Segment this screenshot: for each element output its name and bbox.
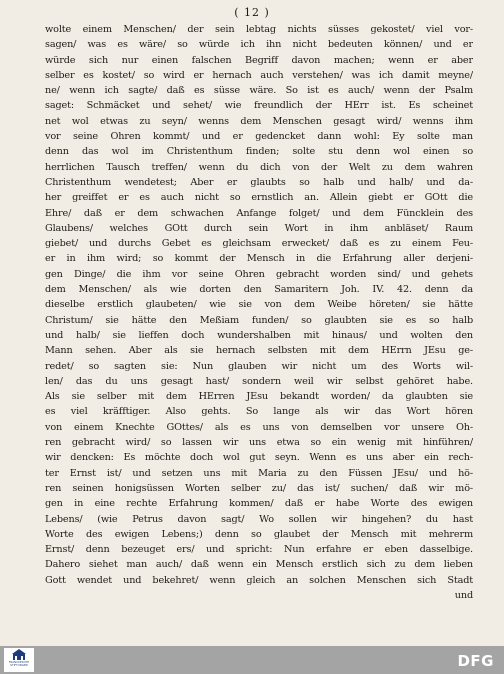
text-line: Mann sehen. Aber als sie hernach selbsten mit dem HErrn JEsu ge- (45, 345, 473, 357)
viewer-footer-bar (0, 646, 504, 674)
text-line: her greiffet er es auch nicht so ernstlich an. Allein giebt er GOtt die (45, 192, 473, 204)
text-line: dieselbe erstlich glaubeten/ wie sie von dem Weibe höreten/ sie hätte (45, 299, 473, 311)
logo-line-1: FRANCKESCHE (8, 661, 30, 664)
text-line: Lebens/ (wie Petrus davon sagt/ Wo sollen wir hingehen? du hast (45, 513, 473, 525)
text-line: Christenthum wendetest; Aber er glaubts so halb und halb/ und da- (45, 176, 473, 188)
text-line: Dahero siehet man auch/ daß wenn ein Mensch erstlich sich zu dem lieben (45, 559, 473, 571)
text-line: gen in eine rechte Erfahrung kommen/ daß er habe Worte des ewigen (45, 498, 473, 510)
page-number: ( 12 ) (234, 6, 270, 19)
text-line: gen Dinge/ die ihm vor seine Ohren gebracht worden sind/ und gehets (45, 268, 473, 280)
dfg-logo: DFG (457, 652, 494, 670)
text-line: saget: Schmäcket und sehet/ wie freundlich der HErr ist. Es scheinet (45, 100, 473, 112)
text-line: ren gebracht wird/ so lassen wir uns etwa so ein wenig mit hinführen/ (45, 437, 473, 449)
text-line: es viel kräfftiger. Also gehts. So lange als wir das Wort hören (45, 406, 473, 418)
text-line: Ernst/ denn bezeuget ers/ und spricht: Nun erfahre er eben dasselbige. (45, 544, 473, 556)
text-line: er in ihm wird; so kommt der Mensch in die Erfahrung aller derjeni- (45, 253, 473, 265)
text-line: selber es kostet/ so wird er hernach auch verstehen/ was ich damit meyne/ (45, 69, 473, 81)
text-line: wir dencken: Es möchte doch wol gut seyn. Wenn es uns aber ein rech- (45, 452, 473, 464)
text-line: von einem Knechte GOttes/ als es uns von demselben vor unsere Oh- (45, 421, 473, 433)
text-line: Gott wendet und bekehret/ wenn gleich an solchen Menschen sich Stadt (45, 574, 473, 586)
text-line: net wol etwas zu seyn/ wenns dem Menschen gesagt wird/ wenns ihm (45, 115, 473, 127)
text-line: herrlichen Tausch treffen/ wenn du dich von der Welt zu dem wahren (45, 161, 473, 173)
text-line: Ehre/ daß er dem schwachen Anfange folget/ und dem Füncklein des (45, 207, 473, 219)
text-line: Glaubens/ welches GOtt durch sein Wort in ihm anbläset/ Raum (45, 222, 473, 234)
text-line: und (454, 589, 473, 601)
text-line: dem Menschen/ als wie dorten den Samaritern Joh. IV. 42. denn da (45, 284, 473, 296)
building-icon (12, 649, 26, 661)
text-line: wolte einem Menschen/ der sein lebtag nichts süsses gekostet/ viel vor- (45, 24, 473, 35)
text-line: ne/ wenn ich sagte/ daß es süsse wäre. So ist es auch/ wenn der Psalm (45, 85, 473, 97)
text-line: ren seinen honigsüssen Worten selber zu/ das ist/ suchen/ daß wir mö- (45, 482, 473, 494)
franckesche-stiftungen-logo (4, 648, 34, 672)
text-line: len/ das du uns gesagt hast/ sondern weil wir selbst gehöret habe. (45, 375, 473, 387)
text-line: denn das wol im Christenthum finden; solte stu denn wol einen so (45, 146, 473, 158)
text-line: würde sich nur einen falschen Begriff davon machen; wenn er aber (45, 54, 473, 66)
logo-line-2: STIFTUNGEN (10, 664, 28, 667)
text-line: Christum/ sie hätte den Meßiam funden/ so glaubten sie es so halb (45, 314, 473, 326)
text-line: sagen/ was es wäre/ so würde ich ihn nicht bedeuten können/ und er (45, 39, 473, 51)
text-line: und halb/ sie lieffen doch wundershalben mit hinaus/ und wolten den (45, 329, 473, 341)
body-text (45, 22, 473, 634)
text-line: redet/ so sagten sie: Nun glauben wir nicht um des Worts wil- (45, 360, 473, 372)
text-line: vor seine Ohren kommt/ und er gedencket dann wohl: Ey solte man (45, 131, 473, 143)
text-line: giebet/ und durchs Gebet es gleichsam erwecket/ daß es zu einem Feu- (45, 238, 473, 250)
text-line: Als sie selber mit dem HErren JEsu bekandt worden/ da glaubten sie (45, 391, 473, 403)
text-line: Worte des ewigen Lebens;) denn so glaubet der Mensch mit mehrerm (45, 528, 473, 540)
text-line: ter Ernst ist/ und setzen uns mit Maria zu den Füssen JEsu/ und hö- (45, 467, 473, 479)
